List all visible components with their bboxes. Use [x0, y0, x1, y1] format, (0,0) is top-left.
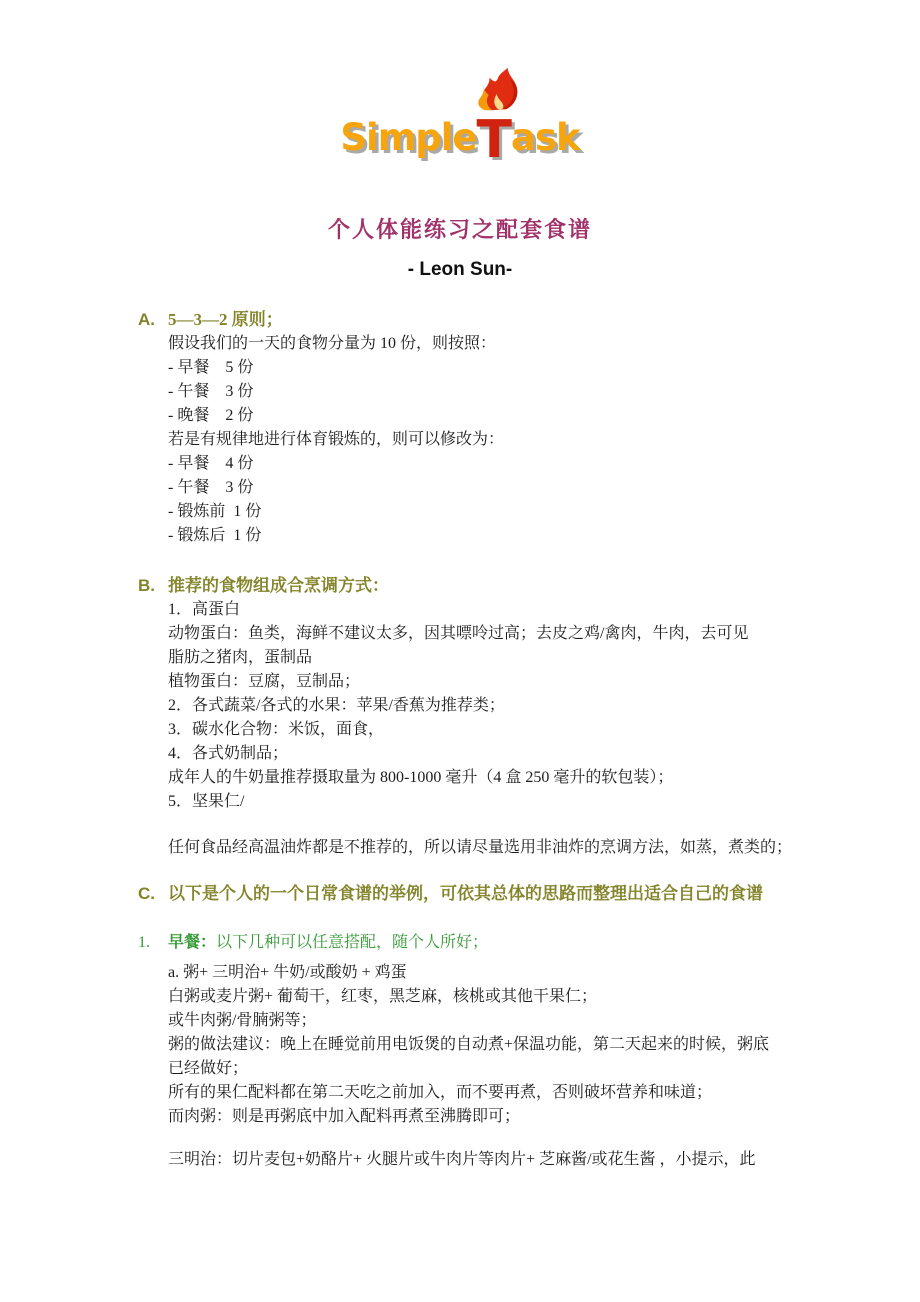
text-line: 2．各式蔬菜/各式的水果：苹果/香蕉为推荐类；	[168, 697, 505, 714]
breakfast-marker: 1.	[138, 934, 150, 951]
breakfast-label: 早餐：	[168, 934, 217, 951]
text-line: - 锻炼后 1 份	[168, 527, 262, 544]
logo-wordmark	[340, 110, 580, 170]
logo-torch	[476, 110, 512, 170]
text-line: 若是有规律地进行体育锻炼的，则可以修改为：	[168, 431, 505, 448]
section-c-heading	[138, 882, 810, 906]
text-line: - 晚餐 2 份	[168, 407, 254, 424]
section-b-heading	[138, 574, 810, 598]
section-b-marker: B.	[138, 576, 155, 595]
logo-text-t: T	[476, 110, 512, 170]
text-line: a. 粥+ 三明治+ 牛奶/或酸奶 + 鸡蛋	[168, 964, 407, 981]
simpletask-logo	[0, 0, 920, 202]
text-line: 3．碳水化合物：米饭，面食，	[168, 721, 385, 738]
text-line: 植物蛋白：豆腐，豆制品；	[168, 673, 361, 690]
breakfast-intro: 以下几种可以任意搭配，随个人所好；	[216, 934, 489, 951]
text-line: 脂肪之猪肉，蛋制品	[168, 649, 313, 666]
section-b-title: 推荐的食物组成合烹调方式：	[168, 576, 389, 595]
text-line: - 早餐 4 份	[168, 455, 254, 472]
logo-text-simple: Simple	[340, 116, 477, 159]
section-c-title: 以下是个人的一个日常食谱的举例，可依其总体的思路而整理出适合自己的食谱	[168, 884, 763, 903]
text-line: 而肉粥：则是再粥底中加入配料再煮至沸腾即可；	[168, 1108, 521, 1125]
section-a-title: 5—3—2 原则；	[168, 310, 283, 329]
section-c	[138, 882, 810, 906]
text-line: 所有的果仁配料都在第二天吃之前加入，而不要再煮，否则破坏营养和味道；	[168, 1084, 713, 1101]
section-c-marker: C.	[138, 884, 155, 903]
text-line: - 午餐 3 份	[168, 479, 254, 496]
text-line: 动物蛋白：鱼类，海鲜不建议太多，因其嘌呤过高；去皮之鸡/禽肉，牛肉，去可见	[168, 625, 749, 642]
section-a-body	[138, 332, 810, 548]
text-line: 粥的做法建议：晚上在睡觉前用电饭煲的自动煮+保温功能，第二天起来的时候，粥底	[168, 1036, 770, 1053]
logo-text-ask: ask	[511, 116, 580, 159]
text-line: 或牛肉粥/骨腩粥等；	[168, 1012, 317, 1029]
section-b	[138, 574, 810, 814]
text-line: 假设我们的一天的食物分量为 10 份，则按照：	[168, 335, 497, 352]
text-line: 任何食品经高温油炸都是不推荐的，所以请尽量选用非油炸的烹调方法，如蒸，煮类的；	[168, 839, 793, 856]
text-line: 4．各式奶制品；	[168, 745, 289, 762]
section-b-body	[138, 598, 810, 814]
text-line: 已经做好；	[168, 1060, 249, 1077]
author-line: - Leon Sun-	[407, 259, 513, 280]
text-line: 5．坚果仁/	[168, 793, 245, 810]
text-line: - 早餐 5 份	[168, 359, 254, 376]
text-line: - 午餐 3 份	[168, 383, 254, 400]
section-a-heading	[138, 308, 810, 332]
text-line: - 锻炼前 1 份	[168, 503, 262, 520]
section-a	[138, 308, 810, 548]
breakfast-body	[138, 961, 810, 1129]
text-line: 白粥或麦片粥+ 葡萄干，红枣，黑芝麻，核桃或其他干果仁；	[168, 988, 598, 1005]
text-line: 1．高蛋白	[168, 601, 241, 618]
page-title: 个人体能练习之配套食谱	[327, 217, 592, 242]
text-line: 三明治：切片麦包+奶酪片+ 火腿片或牛肉片等肉片+ 芝麻酱/或花生酱 ，小提示，此	[168, 1151, 756, 1168]
frying-note	[138, 836, 810, 860]
sandwich-line	[138, 1148, 810, 1172]
document-body	[0, 308, 920, 1172]
breakfast-subheading	[138, 931, 810, 955]
text-line: 成年人的牛奶量推荐摄取量为 800-1000 毫升（4 盒 250 毫升的软包装）；	[168, 769, 674, 786]
section-a-marker: A.	[138, 310, 155, 329]
